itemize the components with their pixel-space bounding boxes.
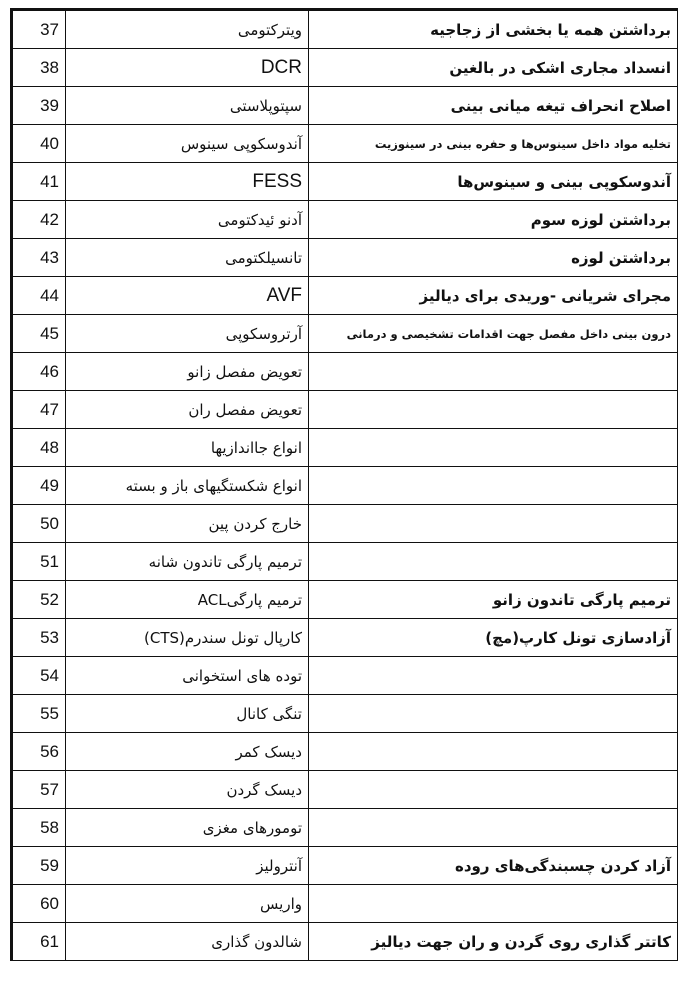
row-number: 41 xyxy=(13,163,66,201)
table-row xyxy=(13,695,678,733)
procedure-description: آندوسکوپی بینی و سینوس‌ها xyxy=(309,163,678,201)
row-number: 42 xyxy=(13,201,66,239)
procedure-name: دیسک کمر xyxy=(66,733,309,771)
procedure-description xyxy=(309,657,678,695)
procedure-description: آزادسازی تونل کارپ(مچ) xyxy=(309,619,678,657)
table-row xyxy=(13,733,678,771)
procedure-description: کاتتر گذاری روی گردن و ران جهت دیالیز xyxy=(309,923,678,961)
table-row xyxy=(13,49,678,87)
row-number: 59 xyxy=(13,847,66,885)
row-number: 43 xyxy=(13,239,66,277)
procedure-description: تخلیه مواد داخل سینوس‌ها و حفره بینی در سینوزیت xyxy=(309,125,678,163)
procedure-name: AVF xyxy=(66,277,309,315)
table-row xyxy=(13,657,678,695)
row-number: 57 xyxy=(13,771,66,809)
table-row xyxy=(13,847,678,885)
procedure-name: سپتوپلاستی xyxy=(66,87,309,125)
procedure-description: برداشتن لوزه xyxy=(309,239,678,277)
procedure-name: ترمیم پارگیACL xyxy=(66,581,309,619)
procedure-description: اصلاح انحراف تیغه میانی بینی xyxy=(309,87,678,125)
procedure-name: DCR xyxy=(66,49,309,87)
row-number: 48 xyxy=(13,429,66,467)
table-row xyxy=(13,885,678,923)
procedure-name: آنترولیز xyxy=(66,847,309,885)
procedure-name: دیسک گردن xyxy=(66,771,309,809)
procedure-description: مجرای شریانی -وریدی برای دیالیز xyxy=(309,277,678,315)
table-row xyxy=(13,11,678,49)
procedure-name: تعویض مفصل ران xyxy=(66,391,309,429)
procedure-name: شالدون گذاری xyxy=(66,923,309,961)
procedure-description xyxy=(309,505,678,543)
procedure-name: انواع شکستگیهای باز و بسته xyxy=(66,467,309,505)
procedure-name: آرتروسکوپی xyxy=(66,315,309,353)
row-number: 44 xyxy=(13,277,66,315)
procedure-description xyxy=(309,467,678,505)
procedure-name: ویترکتومی xyxy=(66,11,309,49)
table-row xyxy=(13,543,678,581)
table-row xyxy=(13,163,678,201)
procedure-name: خارج کردن پین xyxy=(66,505,309,543)
table-row xyxy=(13,581,678,619)
procedure-description xyxy=(309,885,678,923)
table-row xyxy=(13,87,678,125)
procedure-description: برداشتن لوزه سوم xyxy=(309,201,678,239)
procedure-description: ترمیم پارگی تاندون زانو xyxy=(309,581,678,619)
table-row xyxy=(13,315,678,353)
row-number: 51 xyxy=(13,543,66,581)
row-number: 40 xyxy=(13,125,66,163)
procedure-description xyxy=(309,733,678,771)
procedure-description: برداشتن همه یا بخشی از زجاجیه xyxy=(309,11,678,49)
table-row xyxy=(13,353,678,391)
procedure-description xyxy=(309,809,678,847)
procedure-description xyxy=(309,429,678,467)
row-number: 37 xyxy=(13,11,66,49)
table-row xyxy=(13,429,678,467)
row-number: 54 xyxy=(13,657,66,695)
procedure-name: آدنو ئیدکتومی xyxy=(66,201,309,239)
row-number: 53 xyxy=(13,619,66,657)
table-row xyxy=(13,239,678,277)
row-number: 38 xyxy=(13,49,66,87)
table-row xyxy=(13,201,678,239)
procedure-description xyxy=(309,391,678,429)
table-row xyxy=(13,619,678,657)
table-row xyxy=(13,391,678,429)
row-number: 46 xyxy=(13,353,66,391)
table-row xyxy=(13,277,678,315)
row-number: 58 xyxy=(13,809,66,847)
table-row xyxy=(13,467,678,505)
procedure-description xyxy=(309,771,678,809)
row-number: 55 xyxy=(13,695,66,733)
row-number: 49 xyxy=(13,467,66,505)
procedure-name: انواع جااندازیها xyxy=(66,429,309,467)
row-number: 50 xyxy=(13,505,66,543)
procedure-name: واریس xyxy=(66,885,309,923)
procedure-name: تنگی کانال xyxy=(66,695,309,733)
procedures-table xyxy=(12,10,678,961)
row-number: 61 xyxy=(13,923,66,961)
table-row xyxy=(13,809,678,847)
row-number: 39 xyxy=(13,87,66,125)
procedures-table-container xyxy=(10,8,678,961)
row-number: 47 xyxy=(13,391,66,429)
table-row xyxy=(13,505,678,543)
procedure-description: درون بینی داخل مفصل جهت اقدامات تشخیصی و درمانی xyxy=(309,315,678,353)
row-number: 60 xyxy=(13,885,66,923)
procedure-name: ترمیم پارگی تاندون شانه xyxy=(66,543,309,581)
procedure-description xyxy=(309,543,678,581)
procedure-description xyxy=(309,353,678,391)
table-row xyxy=(13,771,678,809)
procedures-table-body xyxy=(13,11,678,961)
procedure-name: تعویض مفصل زانو xyxy=(66,353,309,391)
table-row xyxy=(13,125,678,163)
procedure-name: FESS xyxy=(66,163,309,201)
procedure-name: آندوسکوپی سینوس xyxy=(66,125,309,163)
row-number: 45 xyxy=(13,315,66,353)
procedure-name: کارپال تونل سندرم(CTS) xyxy=(66,619,309,657)
table-row xyxy=(13,923,678,961)
procedure-name: توده های استخوانی xyxy=(66,657,309,695)
procedure-name: تومورهای مغزی xyxy=(66,809,309,847)
row-number: 56 xyxy=(13,733,66,771)
procedure-description: آزاد کردن چسبندگی‌های روده xyxy=(309,847,678,885)
procedure-description: انسداد مجاری اشکی در بالغین xyxy=(309,49,678,87)
row-number: 52 xyxy=(13,581,66,619)
procedure-name: تانسیلکتومی xyxy=(66,239,309,277)
procedure-description xyxy=(309,695,678,733)
